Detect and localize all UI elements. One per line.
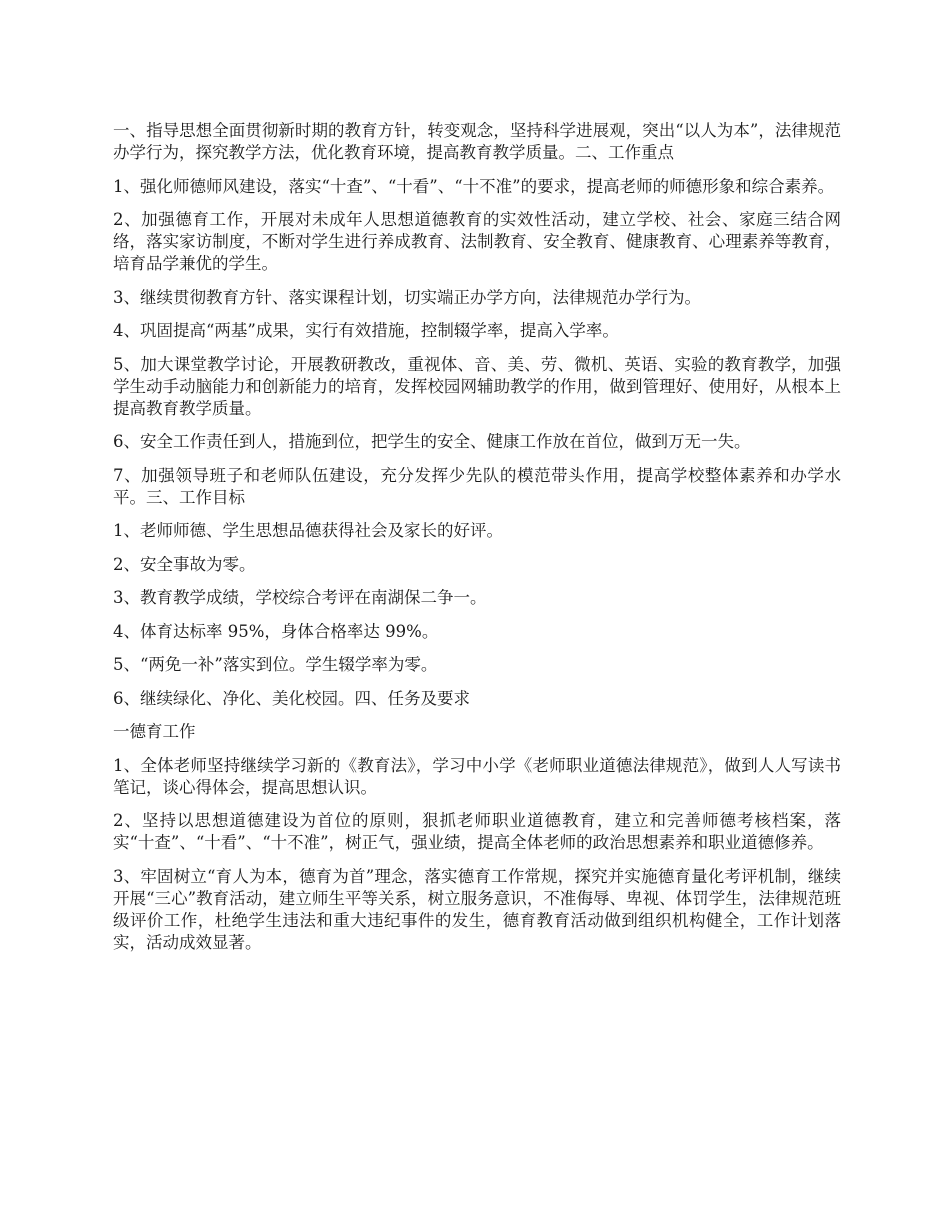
paragraph-focus-5: 5、加大课堂教学讨论，开展教研教改，重视体、音、美、劳、微机、英语、实验的教育教学，加强学生动手动脑能力和创新能力的培育，发挥校园网辅助教学的作用，做到管理好、使用好，从根本上提高教育教学质量。 [113,354,841,418]
paragraph-focus-1: 1、强化师德师风建设，落实“十查”、“十看”、“十不准”的要求，提高老师的师德形象和综合素养。 [113,176,835,196]
paragraph-goal-5: 5、“两免一补”落实到位。学生辍学率为零。 [113,655,438,674]
paragraph-moral-3: 3、牢固树立“育人为本，德育为首”理念，落实德育工作常规，探究并实施德育量化考评机制，继续开展“三心”教育活动，建立师生平等关系，树立服务意识，不准侮辱、卑视、体罚学生，法律规范班级评价工作，杜绝学生违法和重大违纪事件的发生，德育教育活动做到组织机构健全，工作计划落实，活动成效显著。 [113,866,841,952]
paragraph-focus-7: 7、加强领导班子和老师队伍建设，充分发挥少先队的模范带头作用，提高学校整体素养和办学水平。三、工作目标 [113,465,841,507]
paragraph-focus-4: 4、巩固提高“两基”成果，实行有效措施，控制辍学率，提高入学率。 [113,321,619,340]
paragraph-goal-1: 1、老师师德、学生思想品德获得社会及家长的好评。 [113,521,503,540]
paragraph-goal-6: 6、继续绿化、净化、美化校园。四、任务及要求 [113,688,470,708]
paragraph-goal-3: 3、教育教学成绩，学校综合考评在南湖保二争一。 [113,588,487,607]
paragraph-goal-2: 2、安全事故为零。 [113,554,256,574]
document-body [113,120,841,965]
paragraph-moral-1: 1、全体老师坚持继续学习新的《教育法》，学习中小学《老师职业道德法律规范》，做到人人写读书笔记，谈心得体会，提高思想认识。 [113,755,841,797]
paragraph-focus-2: 2、加强德育工作，开展对未成年人思想道德教育的实效性活动，建立学校、社会、家庭三结合网络，落实家访制度，不断对学生进行养成教育、法制教育、安全教育、健康教育、心理素养等教育，培育品学兼优的学生。 [113,210,841,273]
paragraph-focus-3: 3、继续贯彻教育方针、落实课程计划，切实端正办学方向，法律规范办学行为。 [113,287,701,307]
paragraph-goal-4: 4、体育达标率 95%，身体合格率达 99%。 [113,621,439,641]
paragraph-guiding-ideology: 一、指导思想全面贯彻新时期的教育方针，转变观念，坚持科学进展观，突出“以人为本”，法律规范办学行为，探究教学方法，优化教育环境，提高教育教学质量。二、工作重点 [113,121,841,162]
section-heading-moral-education: 一德育工作 [113,722,196,741]
paragraph-moral-2: 2、坚持以思想道德建设为首位的原则，狠抓老师职业道德教育，建立和完善师德考核档案，落实“十查”、“十看”、“十不准”，树正气，强业绩，提高全体老师的政治思想素养和职业道德修养。 [113,811,841,852]
paragraph-focus-6: 6、安全工作责任到人，措施到位，把学生的安全、健康工作放在首位，做到万无一失。 [113,432,751,451]
